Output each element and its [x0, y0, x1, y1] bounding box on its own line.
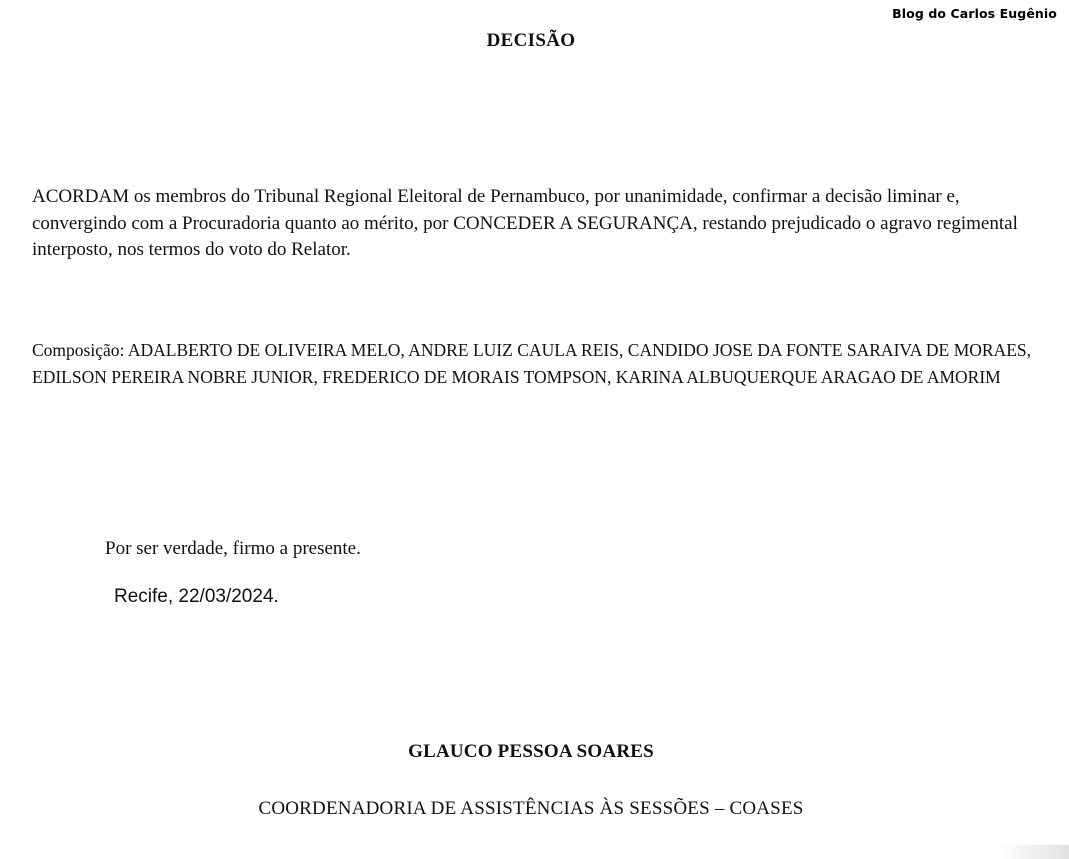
signer-name: GLAUCO PESSOA SOARES — [408, 741, 654, 762]
place-date-line: Recife, 22/03/2024. — [114, 586, 279, 607]
blog-watermark: Blog do Carlos Eugênio — [892, 6, 1057, 21]
document-title: DECISÃO — [486, 30, 576, 51]
department-name: COORDENADORIA DE ASSISTÊNCIAS ÀS SESSÕES – COASES — [258, 798, 804, 819]
decision-paragraph: ACORDAM os membros do Tribunal Regional Eleitoral de Pernambuco, por unanimidade, confirmar a decisão liminar e, convergindo com a Procuradoria quanto ao mérito, por CONCEDER A SEGURANÇA, restando prejudicado o agravo regimental interposto, nos termos do voto do Relator. — [32, 186, 1018, 260]
page-corner-shade — [999, 845, 1069, 859]
composition-paragraph: Composição: ADALBERTO DE OLIVEIRA MELO, ANDRE LUIZ CAULA REIS, CANDIDO JOSE DA FONTE SARAIVA DE MORAES, EDILSON PEREIRA NOBRE JUNIOR, FREDERICO DE MORAIS TOMPSON, KARINA ALBUQUERQUE ARAGAO DE AMORIM — [32, 340, 1031, 387]
attestation-line: Por ser verdade, firmo a presente. — [105, 538, 361, 559]
